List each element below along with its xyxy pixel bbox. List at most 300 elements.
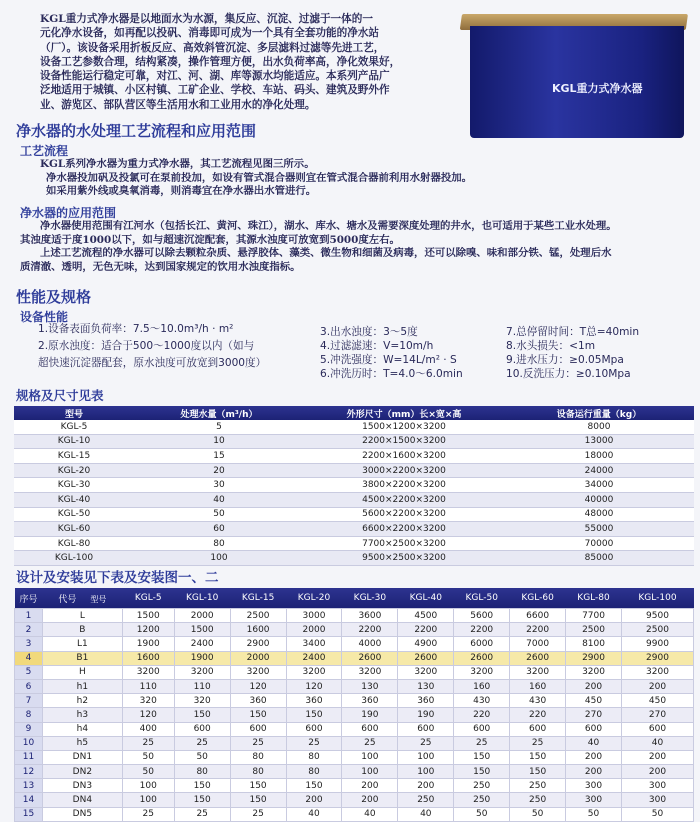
spec-table-cell: 70000: [504, 536, 694, 551]
install-table-cell: 3200: [454, 665, 510, 679]
install-table-code: h3: [42, 708, 122, 722]
install-table-cell: 320: [174, 694, 230, 708]
install-table-index: 7: [15, 694, 43, 708]
install-table-cell: 50: [174, 750, 230, 764]
perf-title: 设备性能: [20, 310, 69, 324]
process-title: 工艺流程: [20, 144, 69, 158]
install-table-cell: 7000: [510, 637, 566, 651]
spec-table-cell: 24000: [504, 463, 694, 478]
spec-table-cell: 80: [134, 536, 304, 551]
install-table-cell: 300: [621, 793, 693, 807]
spec-table-row: [14, 551, 694, 566]
install-table-cell: 3200: [621, 665, 693, 679]
install-table-index: 3: [15, 637, 43, 651]
install-table-cell: 40: [621, 736, 693, 750]
section-title-process-scope: 净水器的水处理工艺流程和应用范围: [16, 122, 257, 140]
install-table-col-header: 序号: [15, 588, 43, 609]
install-table-cell: 600: [230, 722, 286, 736]
install-table-cell: 160: [454, 679, 510, 693]
perf-item: 3.出水浊度：3～5度: [320, 326, 418, 338]
install-table-code: h1: [42, 679, 122, 693]
spec-table-cell: 8000: [504, 420, 694, 434]
install-table-row: [15, 665, 694, 679]
intro-line: 业、游览区、部队营区等生活用水和工业用水的净化处理。: [40, 98, 316, 111]
install-table-col-header: KGL-20: [286, 588, 342, 609]
perf-item: 6.冲洗历时：T=4.0～6.0min: [320, 368, 463, 380]
scope-line: 其浊度适于度1000以下，如与超速沉淀配套，其源水浊度可放宽到5000度左右。: [20, 233, 400, 246]
install-table-index: 5: [15, 665, 43, 679]
install-table-index: 14: [15, 793, 43, 807]
install-table-cell: 100: [122, 779, 174, 793]
install-table-code: h2: [42, 694, 122, 708]
spec-table-col-header: 型号: [14, 406, 134, 420]
install-table-cell: 25: [286, 736, 342, 750]
spec-table-row: [14, 463, 694, 478]
install-table-cell: 2200: [342, 623, 398, 637]
install-table-cell: 50: [122, 765, 174, 779]
install-table-cell: 200: [398, 779, 454, 793]
install-table-index: 12: [15, 765, 43, 779]
perf-item: 1.设备表面负荷率：7.5～10.0m³/h · m²: [38, 323, 234, 335]
install-table-cell: 3200: [510, 665, 566, 679]
spec-table-cell: 10: [134, 434, 304, 449]
install-table-cell: 250: [398, 793, 454, 807]
install-table-cell: 200: [566, 765, 622, 779]
install-table-cell: 190: [342, 708, 398, 722]
install-table-cell: 2200: [510, 623, 566, 637]
spec-table-cell: 2200×1600×3200: [304, 449, 504, 464]
install-table-cell: 150: [230, 793, 286, 807]
spec-table-cell: 40: [134, 492, 304, 507]
install-table-code: L1: [42, 637, 122, 651]
install-table-cell: 25: [454, 736, 510, 750]
install-table-cell: 3200: [230, 665, 286, 679]
install-table-cell: 25: [342, 736, 398, 750]
install-table-cell: 150: [286, 708, 342, 722]
spec-table-col-header: 设备运行重量（kg）: [504, 406, 694, 420]
install-table-cell: 25: [174, 736, 230, 750]
spec-table-cell: 2200×1500×3200: [304, 434, 504, 449]
intro-line: 设备工艺参数合理，结构紧凑，操作管理方便，出水负荷率高，净化效果好，: [40, 55, 401, 68]
spec-table-row: [14, 522, 694, 537]
install-table-cell: 150: [230, 779, 286, 793]
spec-table-cell: 20: [134, 463, 304, 478]
install-table-cell: 40: [398, 807, 454, 821]
spec-table-cell: 6600×2200×3200: [304, 522, 504, 537]
spec-table-row: [14, 434, 694, 449]
spec-table-cell: KGL-50: [14, 507, 134, 522]
install-table-cell: 2400: [174, 637, 230, 651]
install-table-cell: 4500: [398, 609, 454, 623]
install-table-cell: 160: [510, 679, 566, 693]
install-table-cell: 2500: [566, 623, 622, 637]
install-table-cell: 80: [230, 750, 286, 764]
install-table-col-header: KGL-40: [398, 588, 454, 609]
install-table-cell: 400: [122, 722, 174, 736]
install-table-index: 8: [15, 708, 43, 722]
perf-item: 5.冲洗强度：W=14L/m² · S: [320, 354, 457, 366]
install-table-row: [15, 750, 694, 764]
install-table-cell: 2000: [174, 609, 230, 623]
install-table-row: [15, 708, 694, 722]
install-table-code: h4: [42, 722, 122, 736]
install-table-cell: 2000: [230, 651, 286, 665]
section-title-spec: 性能及规格: [16, 288, 92, 306]
install-table-code: h5: [42, 736, 122, 750]
install-table-index: 2: [15, 623, 43, 637]
spec-table-cell: KGL-30: [14, 478, 134, 493]
spec-table: [14, 406, 694, 566]
install-table-cell: 2500: [621, 623, 693, 637]
install-table-code: DN1: [42, 750, 122, 764]
install-table-code: B: [42, 623, 122, 637]
spec-table-cell: 85000: [504, 551, 694, 566]
install-table-cell: 7700: [566, 609, 622, 623]
install-table-cell: 3400: [286, 637, 342, 651]
install-table-col-header: KGL-5: [122, 588, 174, 609]
process-line: 净水器投加矾及投氯可在泵前投加，如设有管式混合器则宜在管式混合器前利用水射器投加。: [46, 171, 473, 184]
install-table-cell: 100: [342, 765, 398, 779]
install-table-cell: 200: [566, 679, 622, 693]
install-table-cell: 130: [398, 679, 454, 693]
install-table-cell: 300: [566, 779, 622, 793]
spec-table-cell: 7700×2500×3200: [304, 536, 504, 551]
install-table-cell: 150: [174, 793, 230, 807]
install-table-cell: 25: [230, 736, 286, 750]
install-table-cell: 250: [510, 793, 566, 807]
spec-table-cell: KGL-40: [14, 492, 134, 507]
install-table-row: [15, 779, 694, 793]
install-table-cell: 360: [398, 694, 454, 708]
intro-paragraph: [40, 12, 480, 112]
install-table-cell: 130: [342, 679, 398, 693]
spec-table-cell: 1500×1200×3200: [304, 420, 504, 434]
spec-table-cell: 50: [134, 507, 304, 522]
install-table-cell: 300: [566, 793, 622, 807]
install-table-cell: 50: [454, 807, 510, 821]
install-table-cell: 80: [174, 765, 230, 779]
install-table-cell: 360: [286, 694, 342, 708]
spec-table-row: [14, 492, 694, 507]
install-table-cell: 3200: [286, 665, 342, 679]
install-table-cell: 150: [286, 779, 342, 793]
perf-item: 4.过滤滤速：V=10m/h: [320, 340, 434, 352]
install-table-row: [15, 694, 694, 708]
install-table-cell: 8100: [566, 637, 622, 651]
install-table-cell: 110: [174, 679, 230, 693]
install-table-cell: 50: [621, 807, 693, 821]
install-table-cell: 450: [566, 694, 622, 708]
install-table-cell: 2600: [398, 651, 454, 665]
intro-line: KGL重力式净水器是以地面水为水源，集反应、沉淀、过滤于一体的一: [40, 13, 373, 25]
install-table-cell: 40: [286, 807, 342, 821]
install-table-row: [15, 736, 694, 750]
perf-item: 9.进水压力：≥0.05Mpa: [506, 354, 624, 366]
install-table-cell: 250: [454, 779, 510, 793]
install-table-row: [15, 651, 694, 665]
install-table-cell: 600: [398, 722, 454, 736]
install-table-cell: 150: [454, 765, 510, 779]
install-table-col-header: KGL-80: [566, 588, 622, 609]
install-table-cell: 200: [621, 750, 693, 764]
install-table-row: [15, 807, 694, 821]
install-table-cell: 120: [122, 708, 174, 722]
install-table-cell: 4900: [398, 637, 454, 651]
install-table-cell: 1200: [122, 623, 174, 637]
process-line: KGL系列净水器为重力式净水器，其工艺流程见图三所示。: [40, 158, 315, 170]
install-table-cell: 200: [342, 779, 398, 793]
spec-table-header: [14, 406, 694, 420]
install-table-index: 4: [15, 651, 43, 665]
install-table-col-header: KGL-10: [174, 588, 230, 609]
install-table-cell: 360: [230, 694, 286, 708]
spec-table-cell: 3800×2200×3200: [304, 478, 504, 493]
install-table-cell: 110: [122, 679, 174, 693]
install-table-cell: 270: [621, 708, 693, 722]
install-table-cell: 600: [566, 722, 622, 736]
install-table-cell: 3000: [286, 609, 342, 623]
install-table-cell: 2000: [286, 623, 342, 637]
install-table-cell: 25: [122, 807, 174, 821]
spec-table-row: [14, 478, 694, 493]
install-table-cell: 1500: [122, 609, 174, 623]
install-table-cell: 40: [566, 736, 622, 750]
spec-table-cell: KGL-60: [14, 522, 134, 537]
install-table-col-header: [42, 588, 122, 609]
install-table-col-header: KGL-60: [510, 588, 566, 609]
spec-table-cell: 4500×2200×3200: [304, 492, 504, 507]
install-table-cell: 50: [510, 807, 566, 821]
spec-table-cell: KGL-15: [14, 449, 134, 464]
install-table-cell: 80: [286, 750, 342, 764]
install-table-cell: 270: [566, 708, 622, 722]
install-table-col-header: KGL-15: [230, 588, 286, 609]
intro-line: 设备性能运行稳定可靠，对江、河、湖、库等源水均能适应。本系列产品广: [40, 70, 390, 83]
install-table-cell: 200: [621, 679, 693, 693]
intro-line: 泛地适用于城镇、小区村镇、工矿企业、学校、车站、码头、建筑及野外作: [40, 84, 390, 97]
install-table-code: DN4: [42, 793, 122, 807]
install-table-cell: 450: [621, 694, 693, 708]
install-table-code: DN2: [42, 765, 122, 779]
spec-table-row: [14, 507, 694, 522]
install-table-index: 1: [15, 609, 43, 623]
install-table-cell: 2200: [454, 623, 510, 637]
spec-table-cell: 5600×2200×3200: [304, 507, 504, 522]
install-table-cell: 50: [122, 750, 174, 764]
install-table-cell: 1500: [174, 623, 230, 637]
install-table-cell: 2500: [230, 609, 286, 623]
install-table-cell: 2400: [286, 651, 342, 665]
install-table-index: 6: [15, 679, 43, 693]
install-table-cell: 300: [621, 779, 693, 793]
install-table-cell: 2900: [621, 651, 693, 665]
intro-line: （厂）。该设备采用折板反应、高效斜管沉淀、多层滤料过滤等先进工艺，: [40, 41, 385, 54]
install-table-col-header: KGL-30: [342, 588, 398, 609]
install-table-col-header: KGL-50: [454, 588, 510, 609]
spec-table-cell: KGL-10: [14, 434, 134, 449]
install-table-code: H: [42, 665, 122, 679]
install-table-cell: 2600: [454, 651, 510, 665]
spec-table-col-header: 外形尺寸（mm）长×宽×高: [304, 406, 504, 420]
install-table-cell: 120: [286, 679, 342, 693]
install-table-cell: 150: [174, 779, 230, 793]
spec-table-cell: KGL-80: [14, 536, 134, 551]
install-table-cell: 2900: [566, 651, 622, 665]
intro-line: 元化净水设备，如再配以投矾、消毒即可成为一个具有全套功能的净水站: [40, 27, 379, 40]
spec-table-cell: 55000: [504, 522, 694, 537]
spec-table-col-header: 处理水量（m³/h）: [134, 406, 304, 420]
spec-table-cell: 15: [134, 449, 304, 464]
perf-item: 7.总停留时间：T总=40min: [506, 326, 640, 338]
install-table-row: [15, 793, 694, 807]
install-table-cell: 100: [398, 765, 454, 779]
install-table-cell: 600: [174, 722, 230, 736]
install-table-cell: 3200: [122, 665, 174, 679]
install-table-cell: 4000: [342, 637, 398, 651]
install-table-header: [15, 588, 694, 609]
install-table-cell: 2900: [230, 637, 286, 651]
install-table-code: DN3: [42, 779, 122, 793]
spec-table-cell: 13000: [504, 434, 694, 449]
spec-table-row: [14, 420, 694, 434]
install-table-cell: 1900: [174, 651, 230, 665]
install-table-cell: 3200: [398, 665, 454, 679]
install-table-index: 13: [15, 779, 43, 793]
install-table-cell: 5600: [454, 609, 510, 623]
install-table-cell: 100: [398, 750, 454, 764]
install-table-cell: 25: [230, 807, 286, 821]
scope-line: 上述工艺流程的净水器可以除去颗粒杂质、悬浮胶体、藻类、微生物和细菌及病毒，还可以除嗅、味和部分铁、锰，处理后水: [40, 247, 612, 260]
install-table-index: 10: [15, 736, 43, 750]
install-table-cell: 150: [230, 708, 286, 722]
spec-table-cell: 40000: [504, 492, 694, 507]
install-table-row: [15, 609, 694, 623]
install-table-cell: 2600: [342, 651, 398, 665]
install-table-cell: 40: [342, 807, 398, 821]
install-table-col-header-code: 代号: [58, 594, 77, 605]
perf-item: 8.水头损失：<1m: [506, 340, 596, 352]
install-table-cell: 600: [621, 722, 693, 736]
install-table-cell: 600: [342, 722, 398, 736]
install-table-cell: 150: [510, 750, 566, 764]
perf-item: 2.原水浊度：适合于500～1000度以内（如与: [38, 340, 255, 352]
install-table-code: DN5: [42, 807, 122, 821]
spec-table-cell: 30: [134, 478, 304, 493]
spec-table-cell: 34000: [504, 478, 694, 493]
spec-table-cell: KGL-20: [14, 463, 134, 478]
install-table-cell: 80: [286, 765, 342, 779]
spec-table-cell: 100: [134, 551, 304, 566]
install-table-cell: 150: [454, 750, 510, 764]
install-table-cell: 120: [230, 679, 286, 693]
install-table-cell: 25: [174, 807, 230, 821]
install-table-cell: 25: [122, 736, 174, 750]
install-table-cell: 430: [454, 694, 510, 708]
spec-table-row: [14, 449, 694, 464]
install-table-cell: 150: [510, 765, 566, 779]
install-table-index: 15: [15, 807, 43, 821]
install-table-col-header-model: 型号: [90, 594, 107, 604]
install-table-cell: 1900: [122, 637, 174, 651]
install-table-cell: 50: [566, 807, 622, 821]
install-table-cell: 100: [342, 750, 398, 764]
table2-title: 设计及安装见下表及安装图一、二: [16, 570, 219, 586]
spec-table-cell: KGL-5: [14, 420, 134, 434]
install-table-cell: 1600: [122, 651, 174, 665]
install-table-cell: 250: [510, 779, 566, 793]
install-table-code: L: [42, 609, 122, 623]
install-table-cell: 600: [454, 722, 510, 736]
install-table-cell: 3200: [342, 665, 398, 679]
install-table-code: B1: [42, 651, 122, 665]
install-table-cell: 2200: [398, 623, 454, 637]
install-table-cell: 200: [566, 750, 622, 764]
scope-text: [20, 220, 617, 274]
install-table-cell: 3200: [566, 665, 622, 679]
install-table-cell: 25: [510, 736, 566, 750]
install-table-cell: 6600: [510, 609, 566, 623]
install-table-cell: 150: [174, 708, 230, 722]
spec-table-row: [14, 536, 694, 551]
install-table-cell: 2600: [510, 651, 566, 665]
process-text: [40, 158, 472, 199]
install-table-cell: 25: [398, 736, 454, 750]
install-table-cell: 3200: [174, 665, 230, 679]
install-table-row: [15, 637, 694, 651]
install-table-col-header: KGL-100: [621, 588, 693, 609]
install-table-cell: 190: [398, 708, 454, 722]
install-table-cell: 9500: [621, 609, 693, 623]
install-table-cell: 200: [342, 793, 398, 807]
table1-title: 规格及尺寸见表: [16, 388, 104, 403]
scope-title: 净水器的应用范围: [20, 206, 117, 220]
spec-table-cell: 48000: [504, 507, 694, 522]
install-table-row: [15, 765, 694, 779]
scope-line: 净水器使用范围有江河水（包括长江、黄河、珠江），湖水、库水、塘水及需要深度处理的井水，也可适用于某些工业水处理。: [40, 220, 617, 232]
spec-table-cell: 3000×2200×3200: [304, 463, 504, 478]
install-table: [14, 588, 694, 822]
tank-illustration: [462, 14, 688, 140]
install-table-cell: 100: [122, 793, 174, 807]
scope-line: 质清澈、透明，无色无味，达到国家规定的饮用水浊度指标。: [20, 260, 301, 273]
install-table-cell: 600: [286, 722, 342, 736]
process-line: 如采用紫外线或臭氧消毒，则消毒宜在净水器出水管进行。: [46, 185, 317, 198]
spec-table-cell: KGL-100: [14, 551, 134, 566]
install-table-cell: 9900: [621, 637, 693, 651]
install-table-cell: 360: [342, 694, 398, 708]
install-table-cell: 3600: [342, 609, 398, 623]
install-table-cell: 220: [454, 708, 510, 722]
install-table-index: 9: [15, 722, 43, 736]
install-table-cell: 250: [454, 793, 510, 807]
install-table-cell: 200: [286, 793, 342, 807]
install-table-row: [15, 623, 694, 637]
install-table-cell: 430: [510, 694, 566, 708]
spec-table-cell: 60: [134, 522, 304, 537]
install-table-index: 11: [15, 750, 43, 764]
install-table-cell: 6000: [454, 637, 510, 651]
install-table-cell: 600: [510, 722, 566, 736]
install-table-cell: 220: [510, 708, 566, 722]
install-table-row: [15, 722, 694, 736]
install-table-cell: 200: [621, 765, 693, 779]
install-table-cell: 320: [122, 694, 174, 708]
spec-table-cell: 18000: [504, 449, 694, 464]
install-table-cell: 80: [230, 765, 286, 779]
install-table-row: [15, 679, 694, 693]
spec-table-cell: 9500×2500×3200: [304, 551, 504, 566]
perf-item: 10.反洗压力：≥0.10Mpa: [506, 368, 631, 380]
